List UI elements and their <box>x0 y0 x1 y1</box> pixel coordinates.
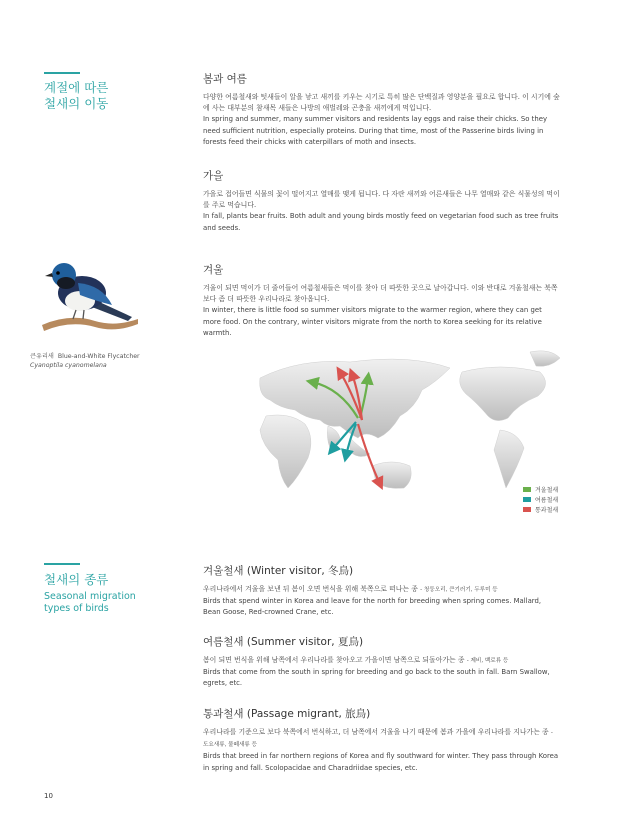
sidebar-bottom-title <box>44 572 136 615</box>
section-autumn <box>203 170 560 234</box>
south-america <box>494 430 524 488</box>
legend-item-passage <box>523 504 558 514</box>
section-summer-visitor <box>203 636 560 690</box>
sidebar-top-rule <box>44 72 80 74</box>
winter-visitor-examples: - 청둥오리, 큰기러기, 두루미 등 <box>420 587 498 593</box>
bird-caption-en: Blue-and-White Flycatcher <box>57 353 140 360</box>
winter-visitor-ko <box>203 584 560 596</box>
winter-visitor-en: Birds that spend winter in Korea and leave for the north for breeding when spring comes. Mallard, Bean Goose, Red-crowned Crane, etc. <box>203 597 542 617</box>
bird-throat <box>57 277 75 289</box>
legend-label: 통과철새 <box>535 506 559 514</box>
sidebar-bottom-title-ko: 철새의 종류 <box>44 572 109 587</box>
summer-visitor-ko-text: 봄이 되면 번식을 위해 남쪽에서 우리나라를 찾아오고 가을이면 남쪽으로 되돌아가는 종 <box>203 656 465 664</box>
legend-item-winter <box>523 484 558 494</box>
legend-label: 여름철새 <box>535 496 559 504</box>
autumn-ko: 가을로 접어들면 식물의 꽃이 떨어지고 열매를 맺게 됩니다. 다 자란 새끼와 어른새들은 나무 열매와 같은 식물성의 먹이를 주로 먹습니다. <box>203 190 560 210</box>
bird-caption <box>30 352 140 370</box>
page-number: 10 <box>44 792 53 800</box>
winter-visitor-heading: 겨울철새 (Winter visitor, 冬鳥) <box>203 565 354 577</box>
bird-beak <box>45 273 53 277</box>
winter-ko: 겨울이 되면 먹이가 더 줄어들어 여름철새들은 먹이를 찾아 더 따뜻한 곳으로 날아갑니다. 이와 반대로 겨울철새는 북쪽보다 좀 더 따뜻한 우리나라로 찾아옵니다. <box>203 284 558 304</box>
branch <box>42 318 138 331</box>
passage-migrant-heading: 통과철새 (Passage migrant, 旅鳥) <box>203 708 371 720</box>
bird-caption-ko: 큰유리새 <box>30 353 54 360</box>
bird-illustration <box>40 255 140 345</box>
north-america <box>460 367 546 421</box>
autumn-heading: 가을 <box>203 170 224 182</box>
sidebar-bottom-rule <box>44 563 80 565</box>
section-passage-migrant <box>203 708 560 774</box>
spring-summer-heading: 봄과 여름 <box>203 73 247 85</box>
map-legend <box>523 484 558 514</box>
winter-en: In winter, there is little food so summer visitors migrate to the warmer region, where they can get more food. On the contrary, winter visitors migrate from the north to Korea seeking for its relative warmth. <box>203 306 542 337</box>
section-winter-visitor <box>203 565 560 619</box>
passage-migrant-en: Birds that breed in far northern regions of Korea and fly southward for winter. They pass through Korea in spring and fall. Scolopacidae and Charadriidae species, etc. <box>203 752 559 772</box>
africa <box>260 415 311 488</box>
summer-visitor-examples: - 제비, 백로류 등 <box>466 658 509 664</box>
summer-visitor-ko <box>203 655 560 667</box>
section-spring-summer <box>203 73 560 148</box>
spring-summer-ko: 다양한 여름철새와 텃새들이 알을 낳고 새끼를 키우는 시기로 특히 많은 단백질과 영양분을 필요로 합니다. 이 시기에 숲에 사는 대부분의 참새목 새들은 나방의 애벌레와 곤충을 새끼에게 먹입니다. <box>203 93 560 113</box>
winter-heading: 겨울 <box>203 264 224 276</box>
autumn-en: In fall, plants bear fruits. Both adult and young birds mostly feed on vegetarian food such as tree fruits and seeds. <box>203 212 559 232</box>
passage-migrant-ko-text: 우리나라를 기준으로 보다 북쪽에서 번식하고, 더 남쪽에서 겨울을 나기 때문에 봄과 가을에 우리나라를 지나가는 종 <box>203 728 549 736</box>
sidebar-top-title-line1: 계절에 따른 <box>44 80 109 95</box>
sidebar-bottom-title-en2: types of birds <box>44 603 109 614</box>
passage-migrant-examples: - 도요새류, 물떼새류 등 <box>203 730 553 749</box>
summer-visitor-heading: 여름철새 (Summer visitor, 夏鳥) <box>203 636 364 648</box>
spring-summer-en: In spring and summer, many summer visitors and residents lay eggs and raise their chicks. So they need sufficient nutrition, especially proteins. During that time, most of the Passerine birds living in forests feed their chicks with caterpillars of moth and insects. <box>203 115 548 146</box>
bird-eye <box>56 271 60 275</box>
summer-visitor-en: Birds that come from the south in spring for breeding and go back to the south in fall. Barn Swallow, egrets, etc. <box>203 668 550 688</box>
winter-visitor-ko-text: 우리나라에서 겨울을 보낸 뒤 봄이 오면 번식을 위해 북쪽으로 떠나는 종 <box>203 585 418 593</box>
bird-scientific-name: Cyanoptila cyanomelana <box>30 362 107 369</box>
australia <box>372 462 411 488</box>
section-winter <box>203 264 560 339</box>
legend-item-summer <box>523 494 558 504</box>
greenland <box>530 351 560 366</box>
bird-legs <box>73 310 84 319</box>
india <box>327 426 340 448</box>
continents <box>260 351 560 489</box>
legend-label: 겨울철새 <box>535 486 559 494</box>
sidebar-top-title <box>44 80 108 112</box>
sidebar-bottom-title-en1: Seasonal migration <box>44 591 136 602</box>
sidebar-top-title-line2: 철새의 이동 <box>44 96 109 111</box>
passage-migrant-ko <box>203 727 560 751</box>
